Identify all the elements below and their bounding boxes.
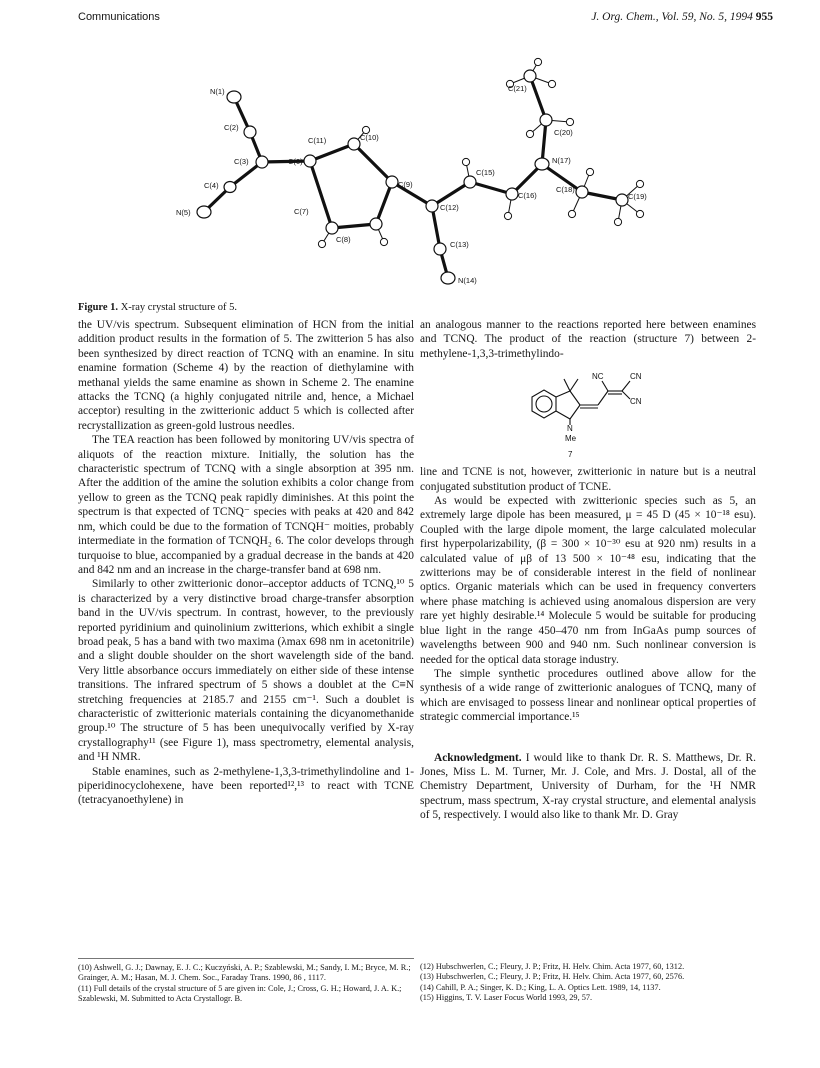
footnote: (13) Hubschwerlen, C.; Fleury, J. P.; Fritz, H. Helv. Chim. Acta 1977, 60, 2576. <box>420 972 685 982</box>
atom-label-c16: C(16) <box>518 191 537 200</box>
label-n: N <box>567 424 573 434</box>
figure-caption <box>78 302 237 313</box>
footnotes-right <box>420 958 756 1004</box>
atom-label-c7: C(7) <box>294 207 309 216</box>
acknowledgment-heading: Acknowledgment. <box>434 751 522 764</box>
atom-label-c18: C(18) <box>556 185 575 194</box>
right-column <box>420 318 756 823</box>
footnote: (10) Ashwell, G. J.; Dawnay, E. J. C.; Kuczyński, A. P.; Szablewski, M.; Sandy, I. M.; Bryce, M. R.; Grainger, A. M.; Hasan, M. J. Chem. Soc., Faraday Trans. 1990, 86 , 1117. <box>78 963 411 983</box>
paragraph: Similarly to other zwitterionic donor–acceptor adducts of TCNQ,¹⁰ 5 is characterized by a very distinctive broad charge-transfer absorption band in the UV/vis spectrum. In contrast, however, to the previously reported pyridinium and quinolinium zwitterions, which exhibit a single broad peak, 5 has a band with two maxima (λmax 698 nm in acetonitrile) and a slight double shoulder on the short wavelength side of the band. Very little absorbance occurs immediately on either side of these intense transitions. The infrared spectrum of 5 shows a doublet at the C≡N stretching frequencies at 2185.7 and 2155 cm⁻¹. Such a doublet is characteristic of zwitterionic materials containing the dicyanomethanide group.¹⁰ The structure of 5 has been unequivocally verified by X-ray crystallography¹¹ (see Figure 1), mass spectrometry, elemental analysis, and ¹H NMR. <box>78 578 414 764</box>
atom-label-c15: C(15) <box>476 168 495 177</box>
atom-label-c19: C(19) <box>628 192 647 201</box>
label-cn-top: CN <box>630 372 642 382</box>
hydrogen-bonds <box>322 62 640 244</box>
bonds <box>204 76 622 278</box>
volume-issue: Vol. 59, No. 5, 1994 <box>661 11 753 23</box>
label-cn-bottom: CN <box>630 397 642 407</box>
crystal-structure-figure <box>170 44 670 288</box>
page-number: 955 <box>755 11 773 23</box>
atom-label-c8: C(8) <box>336 235 351 244</box>
atom-label-c13: C(13) <box>450 240 469 249</box>
running-head-section: Communications <box>78 11 160 23</box>
footnote: (11) Full details of the crystal structure of 5 are given in: Cole, J.; Cross, G. H.; Howard, J. A. K.; Szablewski, M. Submitted to Acta Crystallogr. B. <box>78 983 402 1004</box>
left-column <box>78 318 414 808</box>
paragraph: The simple synthetic procedures outlined above allow for the synthesis of a wide range of zwitterionic analogues of TCNQ, many of which are envisaged to possess linear and nonlinear optical properties of strategic commercial importance.¹⁵ <box>420 667 756 724</box>
footnote: (14) Cahill, P. A.; Singer, K. D.; King, L. A. Optics Lett. 1989, 14, 1137. <box>420 982 661 992</box>
atom-label-c9: C(9) <box>398 180 413 189</box>
acknowledgment-text: I would like to thank Dr. R. S. Matthews, Dr. R. Jones, Miss L. M. Turner, Mr. J. Cole, and Mrs. J. Dostal, all of the Chemistry Department, University of Durham, for the ¹H NMR spectrum, mass spectrum, X-ray crystal structure, and elemental analysis of 5, respectively. I would also like to thank Mr. D. Gray <box>420 751 756 822</box>
atom-label-n1: N(1) <box>210 87 225 96</box>
atom-label-c11: C(11) <box>308 136 327 145</box>
atom-label-c21: C(21) <box>508 84 527 93</box>
label-me: Me <box>565 434 577 444</box>
paragraph: Stable enamines, such as 2-methylene-1,3,3-trimethylindoline and 1-piperidinocyclohexene, have been reported¹²,¹³ to react with TCNE (tetracyanoethylene) in <box>78 765 414 807</box>
paragraph: the UV/vis spectrum. Subsequent elimination of HCN from the initial addition product results in the formation of 5. The zwitterion 5 has also been synthesized by direct reaction of TCNQ with an enamine. In situ enamine formation (Scheme 4) by the reaction of diethylamine with methanal yields the same enamine as shown in Scheme 2. The enamine attacks the TCNQ (a highly conjugated nitrile and, hence, a Michael acceptor) resulting in the zwitterionic adduct 5 which is collected after recrystallization as green-gold lustrous needles. <box>78 319 414 432</box>
paragraph: As would be expected with zwitterionic species such as 5, an extremely large dipole has been measured, μ = 45 D (45 × 10⁻¹⁸ esu). Coupled with the large dipole moment, the large calculated molecular first hyperpolarizability, (β = 300 × 10⁻³⁰ esu at 920 nm) results in a calculated value of μβ of 13 500 × 10⁻⁴⁸ esu, indicating that the zwitterions may be of considerable interest in the field of nonlinear optics. Organic materials which can be used in frequency converters where phase matching is achieved using anomalous dispersion are very rare yet highly desirable.¹⁴ Molecule 5 would be suitable for producing blue light in the range 450–470 nm from InGaAs pump sources of wavelengths between 900 and 940 nm. Such nonlinear conversion is needed for the optical data storage industry. <box>420 495 756 666</box>
atom-label-c20: C(20) <box>554 128 573 137</box>
paragraph: line and TCNE is not, however, zwitterionic in nature but is a neutral conjugated substitution product of TCNE. <box>420 466 756 493</box>
paragraph: an analogous manner to the reactions reported here between enamines and TCNQ. The product of the reaction (structure 7) between 2-methylene-1,3,3-trimethylindo- <box>420 319 756 360</box>
atom-label-n5: N(5) <box>176 208 191 217</box>
paragraph: The TEA reaction has been followed by monitoring UV/vis spectra of aliquots of the reaction mixture. Initially, the solution has the characteristic spectrum of TCNQ with a single absorption at 395 nm. After the addition of the amine the solution exhibits a color change from yellow to green as the TCNQ peak rapidly diminishes. At this point the spectrum is that expected of TCNQ⁻ species with peaks at 420 and 842 nm, which could be due to the formation of TCNQH⁻ moities, probably intermediate in the formation of TCNQH₂ 6. The color develops through turquoise to blue, accompanied by a gradual decrease in the bands at 420 and 842 nm and an increase in the charge-transfer band at 698 nm. <box>78 434 414 576</box>
atom-label-c12: C(12) <box>440 203 459 212</box>
atom-label-n14: N(14) <box>458 276 477 285</box>
structure-7-diagram <box>518 367 658 459</box>
label-compound-number: 7 <box>568 450 573 460</box>
footnotes-left <box>78 958 414 1005</box>
atom-label-c6: C(6) <box>288 157 303 166</box>
atom-label-c10: C(10) <box>360 133 379 142</box>
label-nc: NC <box>592 372 604 382</box>
acknowledgment <box>420 751 756 823</box>
figure-caption-text: X-ray crystal structure of 5. <box>120 302 238 313</box>
atom-label-n17: N(17) <box>552 156 571 165</box>
journal-name: J. Org. Chem., <box>591 11 659 23</box>
atom-labels <box>176 84 647 285</box>
running-head-journal <box>591 11 773 23</box>
figure-caption-label: Figure 1. <box>78 302 119 313</box>
atom-label-c2: C(2) <box>224 123 239 132</box>
hydrogen-atoms <box>318 58 643 247</box>
atom-label-c3: C(3) <box>234 157 249 166</box>
atom-label-c4: C(4) <box>204 181 219 190</box>
footnote: (15) Higgins, T. V. Laser Focus World 1993, 29, 57. <box>420 993 593 1003</box>
footnote: (12) Hubschwerlen, C.; Fleury, J. P.; Fritz, H. Helv. Chim. Acta 1977, 60, 1312. <box>420 962 685 971</box>
